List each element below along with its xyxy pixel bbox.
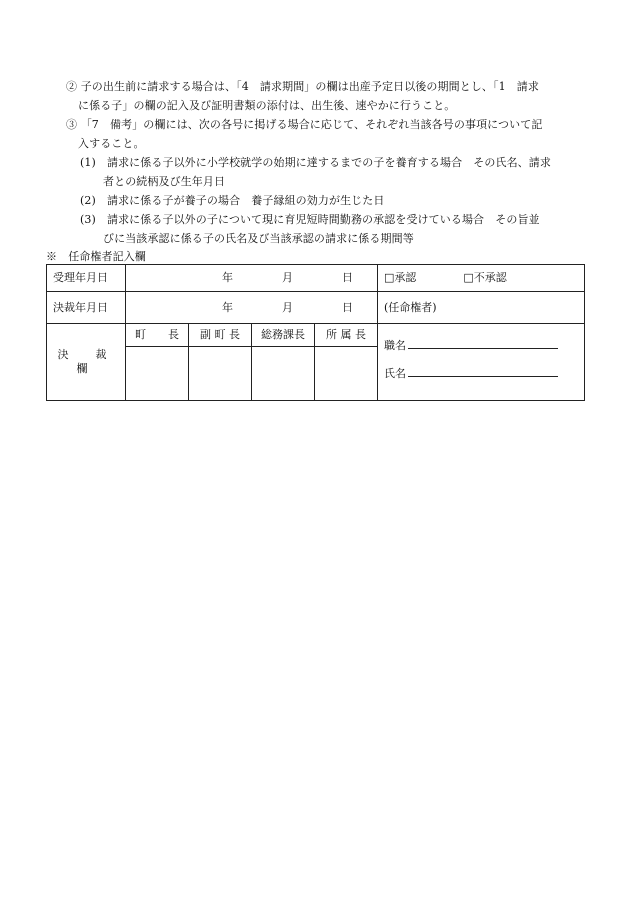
stamp-box-department-head[interactable] bbox=[315, 347, 378, 401]
approver-general-affairs-chief: 総務課長 bbox=[252, 324, 315, 347]
receipt-date-field[interactable] bbox=[126, 265, 378, 292]
appointer-sign-block bbox=[378, 324, 585, 401]
stamp-box-general-affairs-chief[interactable] bbox=[252, 347, 315, 401]
stamp-box-town-mayor[interactable] bbox=[126, 347, 189, 401]
decision-date-label: 決裁年月日 bbox=[47, 292, 126, 324]
note-3-line1: ③ 「7 備考」の欄には、次の各号に掲げる場合に応じて、それぞれ当該各号の事項について記 bbox=[66, 118, 543, 131]
title-label: 職名 bbox=[384, 339, 406, 352]
decision-month-unit: 月 bbox=[282, 300, 293, 314]
approve-checkbox[interactable]: □承認 bbox=[384, 271, 417, 284]
sub-item-1-line2: 者との続柄及び生年月日 bbox=[103, 175, 226, 188]
receipt-month-unit: 月 bbox=[282, 271, 293, 284]
decision-day-unit: 日 bbox=[342, 300, 353, 314]
stamp-box-deputy-mayor[interactable] bbox=[189, 347, 252, 401]
sub-item-3-line2: びに当該承認に係る子の氏名及び当該承認の請求に係る期間等 bbox=[103, 232, 414, 245]
note-2-line1: ② 子の出生前に請求する場合は、「4 請求期間」の欄は出産予定日以後の期間とし、「1 請求 bbox=[66, 80, 539, 93]
receipt-date-label: 受理年月日 bbox=[47, 265, 126, 292]
appointer-label: (任命権者) bbox=[378, 292, 585, 324]
decision-year-unit: 年 bbox=[222, 300, 233, 314]
receipt-day-unit: 日 bbox=[342, 271, 353, 284]
receipt-year-unit: 年 bbox=[222, 271, 233, 284]
approver-town-mayor: 町 長 bbox=[126, 324, 189, 347]
sub-item-3-line1: (3) 請求に係る子以外の子について現に育児短時間勤務の承認を受けている場合 その旨並 bbox=[80, 213, 540, 226]
disapprove-checkbox[interactable]: □不承認 bbox=[463, 271, 507, 284]
title-input-line[interactable] bbox=[408, 336, 558, 349]
approval-options bbox=[378, 265, 585, 292]
approval-column-label: 決 裁 欄 bbox=[47, 324, 126, 401]
appointer-section-heading: ※ 任命権者記入欄 bbox=[46, 250, 146, 263]
approver-department-head: 所 属 長 bbox=[315, 324, 378, 347]
sub-item-2-line1: (2) 請求に係る子が養子の場合 養子縁組の効力が生じた日 bbox=[80, 194, 385, 207]
note-2-line2: に係る子」の欄の記入及び証明書類の添付は、出生後、速やかに行うこと。 bbox=[78, 99, 456, 112]
name-label: 氏名 bbox=[384, 367, 406, 380]
appointer-form-table bbox=[46, 264, 585, 401]
note-3-line2: 入すること。 bbox=[78, 137, 145, 150]
approver-deputy-mayor: 副 町 長 bbox=[189, 324, 252, 347]
sub-item-1-line1: (1) 請求に係る子以外に小学校就学の始期に達するまでの子を養育する場合 その氏名、請求 bbox=[80, 156, 551, 169]
decision-date-field[interactable] bbox=[126, 292, 378, 324]
name-input-line[interactable] bbox=[408, 364, 558, 377]
